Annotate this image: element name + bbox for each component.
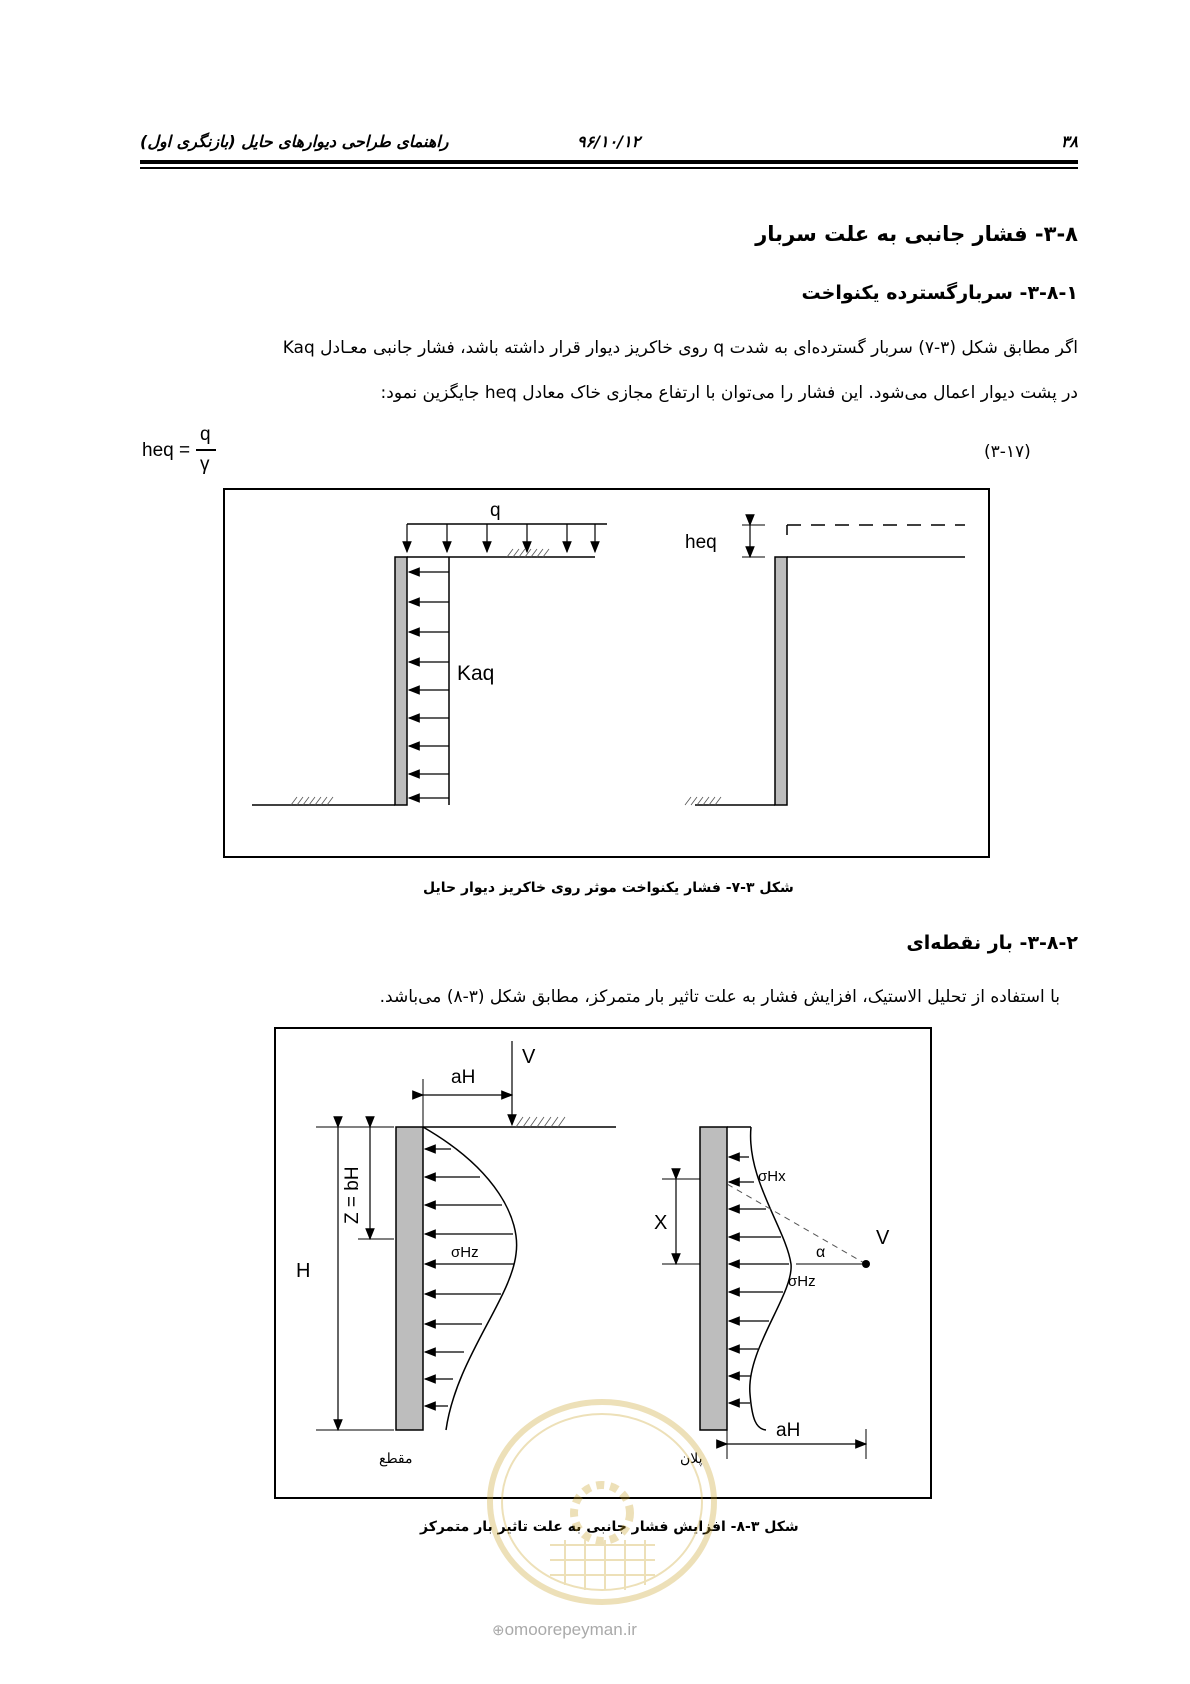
label-kaq: Kaq — [457, 662, 495, 685]
fraction-bar — [196, 449, 216, 451]
retaining-wall — [395, 557, 407, 805]
label-h: H — [296, 1260, 311, 1282]
label-v-top: V — [522, 1046, 536, 1068]
header-rule — [140, 160, 1078, 164]
label-z-bh: Z = bH — [342, 1166, 363, 1224]
label-plan: پلان — [680, 1450, 703, 1466]
watermark-logo — [480, 1395, 725, 1610]
equation-denominator: γ — [200, 454, 210, 475]
watermark-site: ⊕omoorepeyman.ir — [492, 1620, 637, 1639]
label-v-right: V — [876, 1227, 890, 1249]
globe-icon: ⊕ — [492, 1622, 505, 1639]
subsection-title-uniform: ۳-۸-۱- سربارگسترده یکنواخت — [801, 282, 1078, 304]
figure-8-caption: شکل ۳-۸- افزایش فشار جانبی به علت تاثیر بار متمرکز — [420, 1519, 799, 1535]
paragraph-1-line-2: در پشت دیوار اعمال می‌شود. این فشار را می‌توان با ارتفاع مجازی خاک معادل heq جایگزین نمود: — [380, 383, 1078, 403]
equation-number: (۳-۱۷) — [984, 442, 1031, 462]
label-ah-bottom: aH — [776, 1420, 801, 1441]
equation-lhs: heq = — [142, 440, 191, 461]
paragraph-2: با استفاده از تحلیل الاستیک، افزایش فشار به علت تاثیر بار متمرکز، مطابق شکل (۳-۸) می‌باشد. — [379, 987, 1060, 1007]
paragraph-1-line-1: اگر مطابق شکل (۳-۷) سربار گسترده‌ای به شدت q روی خاکریز دیوار قرار داشته باشد، فشار جانبی معـادل Kaq — [282, 338, 1078, 358]
equation-numerator: q — [200, 424, 211, 445]
header-date: ۹۶/۱۰/۱۲ — [577, 132, 641, 151]
label-alpha: α — [816, 1244, 826, 1261]
label-ah-top: aH — [451, 1067, 476, 1088]
label-sigma-hz-right: σHz — [788, 1273, 816, 1290]
subsection-title-point-load: ۳-۸-۲- بار نقطه‌ای — [906, 932, 1078, 954]
figure-7-caption: شکل ۳-۷- فشار یکنواخت موثر روی خاکریز دیوار حایل — [423, 880, 794, 896]
label-sigma-hx: σHx — [758, 1168, 786, 1185]
label-section: مقطع — [379, 1450, 413, 1466]
figure-uniform-surcharge-drawing — [225, 490, 987, 855]
label-heq: heq — [685, 532, 717, 553]
label-q: q — [490, 500, 501, 521]
label-sigma-hz-left: σHz — [451, 1244, 479, 1261]
page-number: ۳۸ — [1060, 132, 1078, 151]
label-x: X — [654, 1212, 668, 1234]
header-rule-thin — [140, 167, 1078, 169]
book-title: راهنمای طراحی دیوارهای حایل (بازنگری اول) — [140, 132, 449, 151]
figure-uniform-surcharge — [223, 488, 990, 858]
section-title: ۳-۸- فشار جانبی به علت سربار — [755, 222, 1078, 246]
retaining-wall-equivalent — [775, 557, 787, 805]
